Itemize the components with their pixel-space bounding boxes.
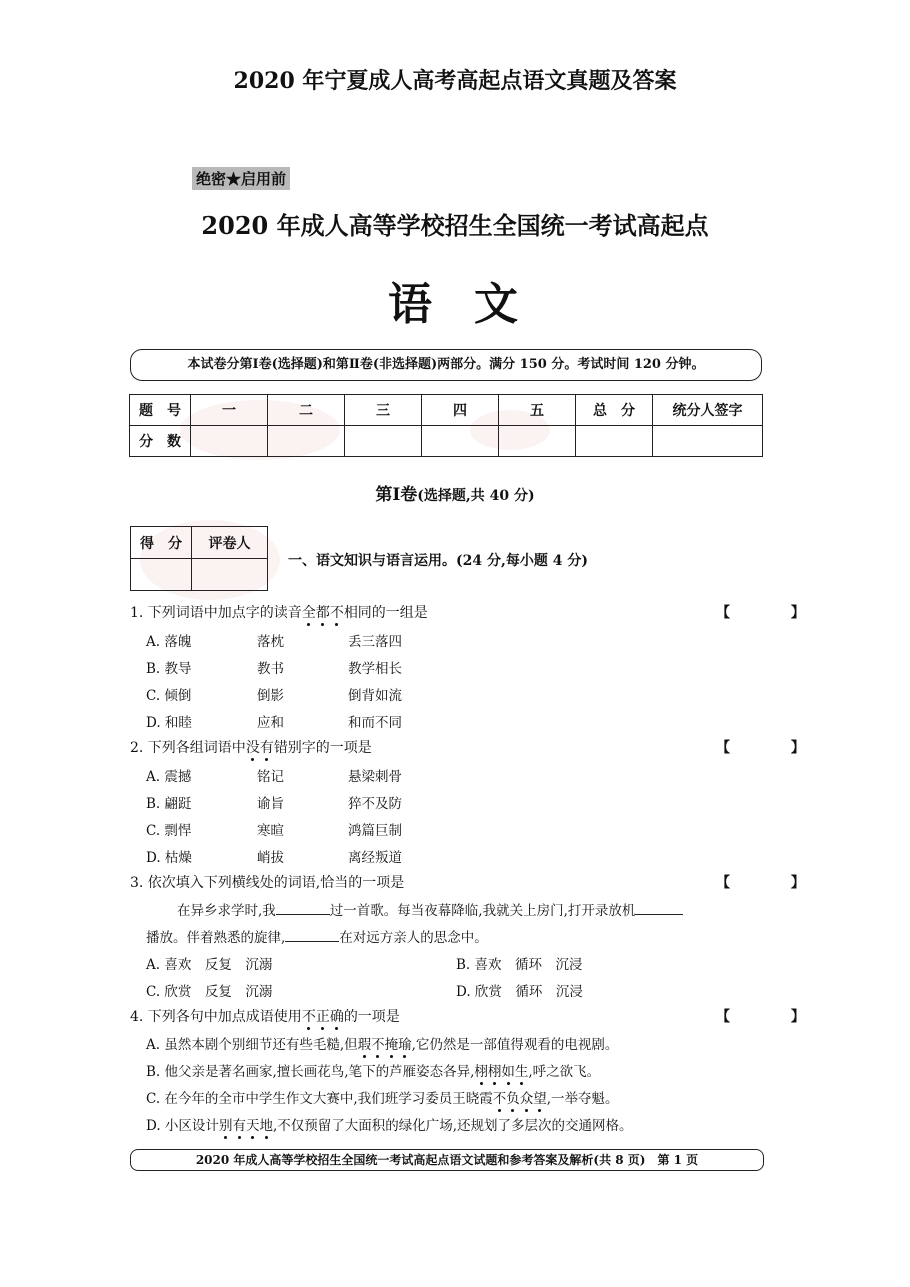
q3-passage-line2 — [146, 926, 488, 946]
answer-bracket: 【 】 — [716, 875, 833, 891]
stem-text: 4. 下列各句中加点成语使用 — [130, 1009, 302, 1025]
q3-option-b: B. 喜欢 循环 沉浸 — [456, 957, 583, 973]
q1-option-d-1: D. 和睦 — [146, 715, 192, 731]
emphasis-char: 瑕 — [357, 1037, 372, 1053]
q4-option-a — [146, 1033, 618, 1053]
q1-option-c-3: 倒背如流 — [348, 688, 402, 704]
q2-option-d-2: 峭拔 — [257, 850, 284, 866]
emphasis-char: 不 — [329, 605, 344, 621]
emphasis-char: 栩 — [474, 1064, 488, 1080]
score-table-cell: 四 — [422, 395, 499, 426]
score-table-cell: 总 分 — [576, 395, 653, 426]
subject-title: 语文 — [388, 279, 560, 330]
q1-option-b-3: 教学相长 — [348, 661, 402, 677]
score-table — [129, 394, 763, 457]
emphasis-char: 天 — [245, 1118, 260, 1134]
emphasis-char: 正 — [315, 1009, 330, 1025]
stem-text: 相同的一组是 — [343, 605, 428, 621]
document-title: 2020 年宁夏成人高考高起点语文真题及答案 — [233, 68, 677, 94]
answer-bracket: 【 】 — [716, 740, 833, 756]
q1-option-c-2: 倒影 — [257, 688, 284, 704]
q2-option-c-3: 鸿篇巨制 — [348, 823, 402, 839]
option-text: ,不仅预留了大面积的绿化广场,还规划了多层次的交通网格。 — [272, 1118, 633, 1134]
q2-option-a-3: 悬梁刺骨 — [348, 769, 402, 785]
score-table-cell: 五 — [499, 395, 576, 426]
q2-option-d-1: D. 枯燥 — [146, 850, 192, 866]
score-table-cell: 分 数 — [130, 426, 191, 457]
part1-title: 一、语文知识与语言运用。(24 分,每小题 4 分) — [288, 553, 588, 569]
emphasis-char: 没 — [245, 740, 260, 756]
emphasis-char: 确 — [329, 1009, 344, 1025]
emphasis-char: 栩 — [487, 1064, 502, 1080]
grader-score-label: 得 分 — [131, 527, 192, 559]
emphasis-char: 有 — [259, 740, 274, 756]
emphasis-char: 如 — [501, 1064, 515, 1080]
stem-text: 的一项是 — [343, 1009, 400, 1025]
q2-option-a-2: 铭记 — [257, 769, 284, 785]
score-table-score-row — [130, 426, 763, 457]
question-1-stem — [130, 602, 428, 622]
option-text: D. 小区设计 — [146, 1118, 219, 1134]
q3-option-a: A. 喜欢 反复 沉溺 — [146, 957, 273, 973]
confidential-label: 绝密★启用前 — [192, 167, 290, 190]
score-table-cell: 三 — [345, 395, 422, 426]
option-text: ,呼之欲飞。 — [528, 1064, 601, 1080]
option-text: ,它仍然是一部值得观看的电视剧。 — [411, 1037, 619, 1053]
q2-option-d-3: 离经叛道 — [348, 850, 402, 866]
q3-passage-line1 — [177, 899, 767, 919]
emphasis-char: 负 — [506, 1091, 520, 1107]
q2-option-b-3: 猝不及防 — [348, 796, 402, 812]
q2-option-a-1: A. 震撼 — [146, 769, 192, 785]
q2-option-c-2: 寒暄 — [257, 823, 284, 839]
section-title: 第Ⅰ卷 — [375, 485, 418, 505]
question-4-stem — [130, 1006, 400, 1026]
passage-text: 在异乡求学时,我 — [177, 903, 276, 919]
q1-option-c-1: C. 倾倒 — [146, 688, 192, 704]
emphasis-char: 众 — [519, 1091, 534, 1107]
emphasis-char: 不 — [371, 1037, 385, 1053]
passage-text: 播放。伴着熟悉的旋律, — [146, 930, 286, 946]
option-text: A. 虽然本剧个别细节还有些毛糙,但 — [146, 1037, 358, 1053]
stem-text: 1. 下列词语中加点字的读音 — [130, 605, 302, 621]
q4-option-b — [146, 1060, 600, 1080]
exam-notice: 本试卷分第Ⅰ卷(选择题)和第Ⅱ卷(非选择题)两部分。满分 150 分。考试时间 120 分钟。 — [130, 349, 762, 381]
score-table-cell: 题 号 — [130, 395, 191, 426]
emphasis-char: 不 — [492, 1091, 507, 1107]
score-input-cell — [576, 426, 653, 457]
q4-option-c — [146, 1087, 619, 1107]
score-table-header-row — [130, 395, 763, 426]
score-table-cell: 一 — [191, 395, 268, 426]
score-input-cell — [268, 426, 345, 457]
q2-option-b-2: 谕旨 — [257, 796, 284, 812]
q1-option-d-2: 应和 — [257, 715, 284, 731]
q3-option-c: C. 欣赏 反复 沉溺 — [146, 984, 273, 1000]
page-footer: 2020 年成人高等学校招生全国统一考试高起点语文试题和参考答案及解析(共 8 页) 第 1 页 — [130, 1149, 764, 1171]
emphasis-char: 不 — [301, 1009, 316, 1025]
score-table-cell: 统分人签字 — [653, 395, 763, 426]
section-subtitle: (选择题,共 40 分) — [417, 488, 535, 504]
fill-blank — [635, 900, 683, 915]
fill-blank — [285, 927, 339, 942]
q1-option-d-3: 和而不同 — [348, 715, 402, 731]
passage-text: 过一首歌。每当夜幕降临,我就关上房门,打开录放机 — [329, 903, 636, 919]
score-input-cell — [422, 426, 499, 457]
stem-text: 错别字的一项是 — [273, 740, 372, 756]
option-text: C. 在今年的全市中学生作文大赛中,我们班学习委员王晓霞 — [146, 1091, 493, 1107]
emphasis-char: 望 — [533, 1091, 547, 1107]
q1-option-b-1: B. 教导 — [146, 661, 192, 677]
grader-score-cell — [131, 559, 192, 591]
emphasis-char: 瑜 — [398, 1037, 412, 1053]
passage-text: 在对远方亲人的思念中。 — [339, 930, 488, 946]
option-text: ,一举夺魁。 — [546, 1091, 619, 1107]
emphasis-char: 生 — [514, 1064, 529, 1080]
emphasis-char: 全 — [301, 605, 316, 621]
option-text: B. 他父亲是著名画家,擅长画花鸟,笔下的芦雁姿态各异, — [146, 1064, 475, 1080]
score-input-cell — [653, 426, 763, 457]
grader-name-cell — [192, 559, 268, 591]
score-input-cell — [191, 426, 268, 457]
q2-option-b-1: B. 翩跹 — [146, 796, 192, 812]
q1-option-a-3: 丢三落四 — [348, 634, 402, 650]
q1-option-a-1: A. 落魄 — [146, 634, 192, 650]
score-input-cell — [345, 426, 422, 457]
emphasis-char: 有 — [232, 1118, 246, 1134]
emphasis-char: 别 — [218, 1118, 233, 1134]
q1-option-a-2: 落枕 — [257, 634, 284, 650]
question-2-stem — [130, 737, 372, 757]
q2-option-c-1: C. 剽悍 — [146, 823, 192, 839]
answer-bracket: 【 】 — [716, 605, 833, 621]
q4-option-d — [146, 1114, 633, 1134]
score-input-cell — [499, 426, 576, 457]
score-table-cell: 二 — [268, 395, 345, 426]
q3-option-d: D. 欣赏 循环 沉浸 — [456, 984, 583, 1000]
stem-text: 2. 下列各组词语中 — [130, 740, 246, 756]
q1-option-b-2: 教书 — [257, 661, 284, 677]
grader-table — [130, 526, 268, 591]
emphasis-char: 地 — [259, 1118, 273, 1134]
answer-bracket: 【 】 — [716, 1009, 833, 1025]
section-heading — [0, 480, 910, 505]
question-3-stem: 3. 依次填入下列横线处的词语,恰当的一项是 — [130, 875, 405, 891]
fill-blank — [276, 900, 330, 915]
emphasis-char: 都 — [315, 605, 330, 621]
grader-name-label: 评卷人 — [192, 527, 268, 559]
emphasis-char: 掩 — [384, 1037, 399, 1053]
exam-title: 2020 年成人高等学校招生全国统一考试高起点 — [201, 211, 709, 240]
